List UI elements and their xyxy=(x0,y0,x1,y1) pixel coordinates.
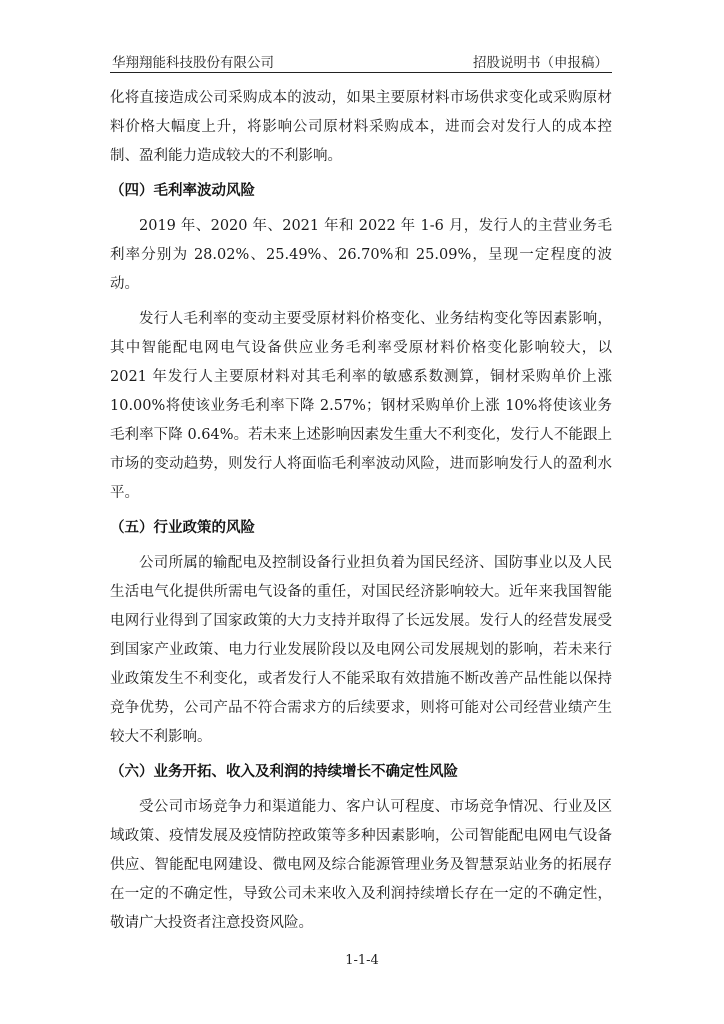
section-heading-business-growth: （六）业务开拓、收入及利润的持续增长不确定性风险 xyxy=(110,764,458,780)
paragraph-industry-policy: 公司所属的输配电及控制设备行业担负着为国民经济、国防事业以及人民生活电气化提供所需电气设备的重任，对国民经济影响较大。近年来我国智能电网行业得到了国家政策的大力支持并取得了长远发展。发行人的经营发展受到国家产业政策、电力行业发展阶段以及电网公司发展规划的影响，若未来行业政策发生不利变化，或者发行人不能采取有效措施不断改善产品性能以保持竞争优势，公司产品不符合需求方的后续要求，则将可能对公司经营业绩产生较大不利影响。 xyxy=(110,555,612,745)
page-header xyxy=(110,48,612,73)
header-document-title: 招股说明书（申报稿） xyxy=(473,55,608,71)
paragraph-business-growth: 受公司市场竞争力和渠道能力、客户认可程度、市场竞争情况、行业及区域政策、疫情发展及疫情防控政策等多种因素影响，公司智能配电网电气设备供应、智能配电网建设、微电网及综合能源管理业务及智慧泵站业务的拓展存在一定的不确定性，导致公司未来收入及利润持续增长存在一定的不确定性，敬请广大投资者注意投资风险。 xyxy=(110,799,612,931)
paragraph-gross-margin-figures: 2019 年、2020 年、2021 年和 2022 年 1-6 月，发行人的主营业务毛利率分别为 28.02%、25.49%、26.70%和 25.09%，呈现一定程度的波动。 xyxy=(110,218,612,292)
section-heading-industry-policy: （五）行业政策的风险 xyxy=(110,520,255,536)
section-heading-gross-margin: （四）毛利率波动风险 xyxy=(110,183,255,199)
paragraph-continuation: 化将直接造成公司采购成本的波动，如果主要原材料市场供求变化或采购原材料价格大幅度上升，将影响公司原材料采购成本，进而会对发行人的成本控制、盈利能力造成较大的不利影响。 xyxy=(110,90,612,164)
page-number: 1-1-4 xyxy=(345,953,379,968)
page-body xyxy=(110,84,612,938)
header-company-name: 华翔翔能科技股份有限公司 xyxy=(112,55,274,71)
paragraph-gross-margin-factors: 发行人毛利率的变动主要受原材料价格变化、业务结构变化等因素影响，其中智能配电网电气设备供应业务毛利率受原材料价格变化影响较大，以 2021 年发行人主要原材料对其毛利率的敏感系数测算，铜材采购单价上涨 10.00%将使该业务毛利率下降 2.57%；钢材采购单价上涨 10%将使该业务毛利率下降 0.64%。若未来上述影响因素发生重大不利变化，发行人不能跟上市场的变动趋势，则发行人将面临毛利率波动风险，进而影响发行人的盈利水平。 xyxy=(110,311,612,501)
